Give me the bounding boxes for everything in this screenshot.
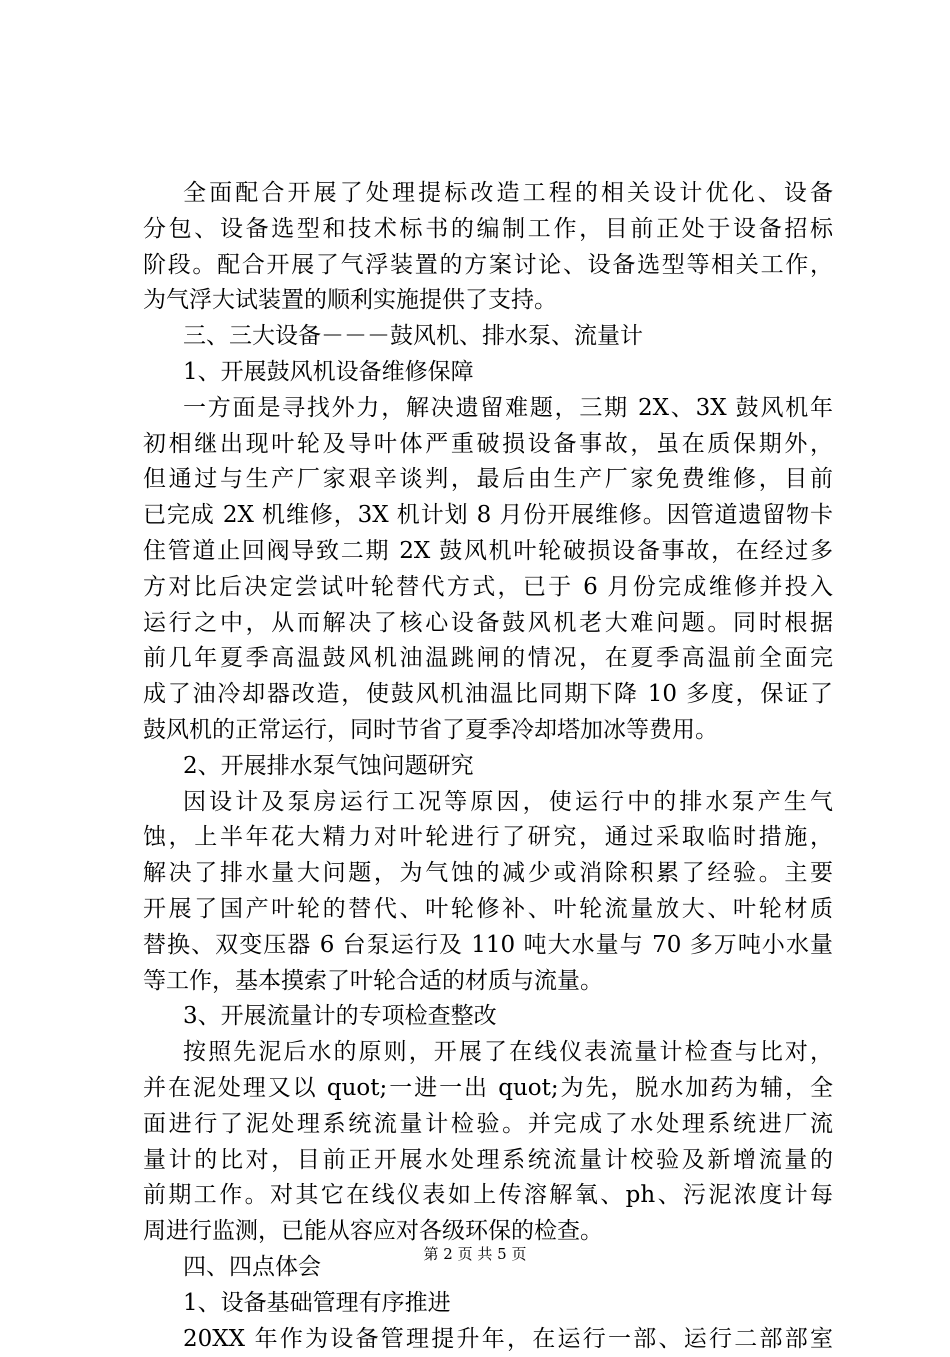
text-line: 前几年夏季高温鼓风机油温跳闸的情况，在夏季高温前全面完: [143, 641, 833, 677]
text-line: 阶段。配合开展了气浮装置的方案讨论、设备选型等相关工作，: [143, 248, 833, 284]
text-line: 并在泥处理又以 quot;一进一出 quot;为先，脱水加药为辅，全: [143, 1071, 833, 1107]
text-line: 住管道止回阀导致二期 2X 鼓风机叶轮破损设备事故，在经过多: [143, 534, 833, 570]
text-line: 成了油冷却器改造，使鼓风机油温比同期下降 10 多度，保证了: [143, 677, 833, 713]
document-body: [143, 176, 833, 1357]
text-line: 分包、设备选型和技术标书的编制工作，目前正处于设备招标: [143, 212, 833, 248]
text-line: 2、开展排水泵气蚀问题研究: [143, 749, 833, 785]
text-line: 但通过与生产厂家艰辛谈判，最后由生产厂家免费维修，目前: [143, 462, 833, 498]
text-line: 等工作，基本摸索了叶轮合适的材质与流量。: [143, 964, 833, 1000]
text-line: 方对比后决定尝试叶轮替代方式，已于 6 月份完成维修并投入: [143, 570, 833, 606]
text-line: 一方面是寻找外力，解决遗留难题，三期 2X、3X 鼓风机年: [143, 391, 833, 427]
page-number-label: 第 2 页 共 5 页: [424, 1245, 527, 1263]
text-line: 周进行监测，已能从容应对各级环保的检查。: [143, 1214, 833, 1250]
text-line: 20XX 年作为设备管理提升年，在运行一部、运行二部部室: [143, 1322, 833, 1357]
text-line: 初相继出现叶轮及导叶体严重破损设备事故，虽在质保期外，: [143, 427, 833, 463]
text-line: 前期工作。对其它在线仪表如上传溶解氧、ph、污泥浓度计每: [143, 1178, 833, 1214]
text-line: 替换、双变压器 6 台泵运行及 110 吨大水量与 70 多万吨小水量: [143, 928, 833, 964]
text-line: 四、四点体会: [143, 1250, 833, 1286]
text-line: 鼓风机的正常运行，同时节省了夏季冷却塔加冰等费用。: [143, 713, 833, 749]
text-line: 蚀，上半年花大精力对叶轮进行了研究，通过采取临时措施，: [143, 820, 833, 856]
text-line: 3、开展流量计的专项检查整改: [143, 999, 833, 1035]
text-line: 1、开展鼓风机设备维修保障: [143, 355, 833, 391]
text-line: 量计的比对，目前正开展水处理系统流量计校验及新增流量的: [143, 1143, 833, 1179]
text-line: 已完成 2X 机维修，3X 机计划 8 月份开展维修。因管道遗留物卡: [143, 498, 833, 534]
text-line: 为气浮大试装置的顺利实施提供了支持。: [143, 283, 833, 319]
text-line: 全面配合开展了处理提标改造工程的相关设计优化、设备: [143, 176, 833, 212]
text-line: 按照先泥后水的原则，开展了在线仪表流量计检查与比对，: [143, 1035, 833, 1071]
text-line: 三、三大设备－－－鼓风机、排水泵、流量计: [143, 319, 833, 355]
text-line: 解决了排水量大问题，为气蚀的减少或消除积累了经验。主要: [143, 856, 833, 892]
text-line: 面进行了泥处理系统流量计检验。并完成了水处理系统进厂流: [143, 1107, 833, 1143]
text-line: 运行之中，从而解决了核心设备鼓风机老大难问题。同时根据: [143, 606, 833, 642]
text-line: 因设计及泵房运行工况等原因，使运行中的排水泵产生气: [143, 785, 833, 821]
text-line: 1、设备基础管理有序推进: [143, 1286, 833, 1322]
page-footer: [0, 1243, 950, 1265]
text-line: 开展了国产叶轮的替代、叶轮修补、叶轮流量放大、叶轮材质: [143, 892, 833, 928]
